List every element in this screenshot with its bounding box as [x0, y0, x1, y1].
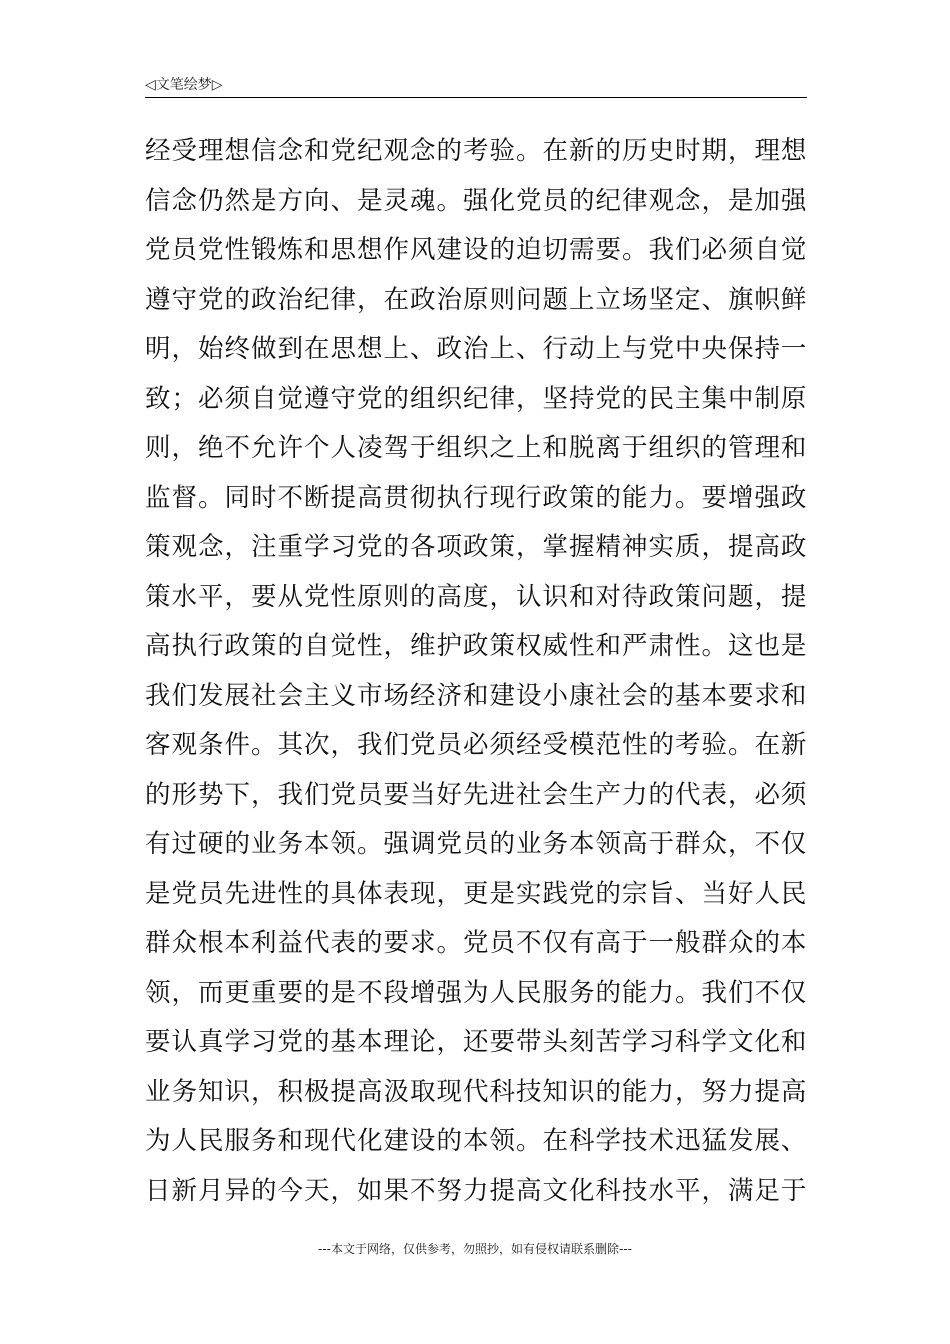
body-line: 日新月异的今天，如果不努力提高文化科技水平，满足于: [145, 1175, 807, 1206]
body-line: 策水平，要从党性原则的高度，认识和对待政策问题，提: [145, 581, 807, 612]
page-footer: ---本文于网络，仅供参考，勿照抄，如有侵权请联系删除---: [318, 1242, 632, 1256]
body-line: 遵守党的政治纪律，在政治原则问题上立场坚定、旗帜鲜: [145, 284, 807, 315]
body-line: 党员党性锻炼和思想作风建设的迫切需要。我们必须自觉: [145, 235, 807, 265]
body-line: 信念仍然是方向、是灵魂。强化党员的纪律观念，是加强: [145, 185, 807, 216]
body-line: 策观念，注重学习党的各项政策，掌握精神实质，提高政: [145, 532, 807, 562]
body-line: 监督。同时不断提高贯彻执行现行政策的能力。要增强政: [145, 482, 807, 513]
body-line: 明，始终做到在思想上、政治上、行动上与党中央保持一: [145, 334, 807, 364]
body-line: 则，绝不允许个人凌驾于组织之上和脱离于组织的管理和: [145, 433, 807, 463]
body-line: 领，而更重要的是不段增强为人民服务的能力。我们不仅: [145, 977, 807, 1008]
body-line: 经受理想信念和党纪观念的考验。在新的历史时期，理想: [145, 136, 807, 166]
document-body: [145, 127, 807, 1216]
body-line: 客观条件。其次，我们党员必须经受模范性的考验。在新: [145, 730, 807, 760]
body-line: 我们发展社会主义市场经济和建设小康社会的基本要求和: [145, 680, 807, 711]
body-line: 高执行政策的自觉性，维护政策权威性和严肃性。这也是: [145, 631, 807, 661]
page-header: [145, 70, 807, 98]
body-line: 的形势下，我们党员要当好先进社会生产力的代表，必须: [145, 779, 807, 810]
body-line: 要认真学习党的基本理论，还要带头刻苦学习科学文化和: [145, 1027, 807, 1057]
body-line: 群众根本利益代表的要求。党员不仅有高于一般群众的本: [145, 928, 807, 958]
body-line: 有过硬的业务本领。强调党员的业务本领高于群众，不仅: [145, 829, 807, 859]
body-line: 为人民服务和现代化建设的本领。在科学技术迅猛发展、: [145, 1126, 807, 1156]
header-title: ◁文笔绘梦▷: [145, 77, 223, 93]
body-line: 业务知识，积极提高汲取现代科技知识的能力，努力提高: [145, 1076, 807, 1107]
body-line: 致；必须自觉遵守党的组织纪律，坚持党的民主集中制原: [145, 383, 807, 414]
body-line: 是党员先进性的具体表现，更是实践党的宗旨、当好人民: [145, 878, 807, 909]
